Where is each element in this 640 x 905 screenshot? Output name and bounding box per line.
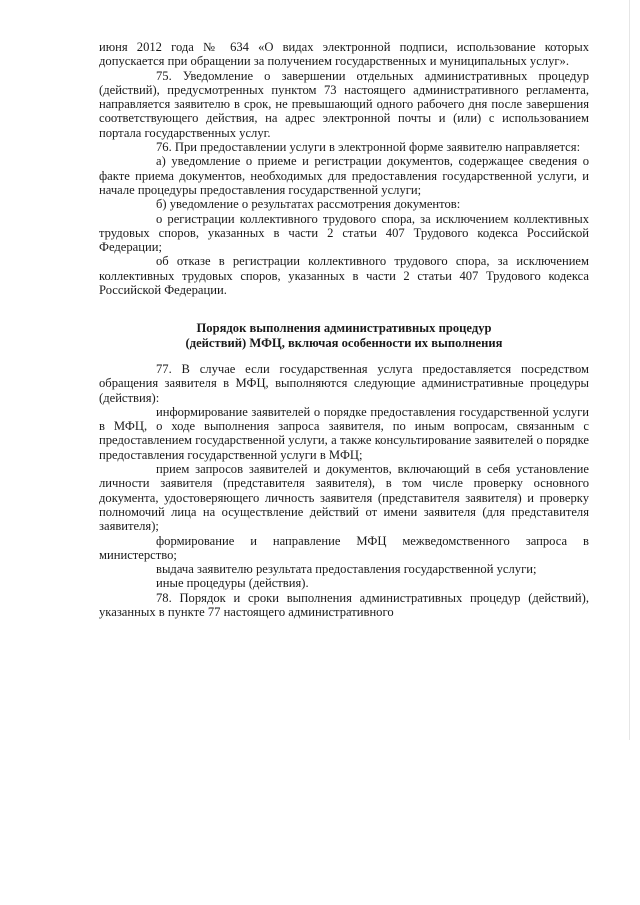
paragraph-76a: а) уведомление о приеме и регистрации документов, содержащее сведения о факте приема документов, необходимых для предоставления государственной услуги, и начале процедуры предоставления государственной услуги; — [99, 154, 589, 197]
paragraph-77-interagency: формирование и направление МФЦ межведомственного запроса в министерство; — [99, 533, 589, 562]
scan-edge-line — [629, 0, 630, 740]
paragraph-76b-refusal: об отказе в регистрации коллективного трудового спора, за исключением коллективных трудовых споров, указанных в части 2 статьи 407 Трудового кодекса Российской Федерации. — [99, 254, 589, 298]
paragraph-78: 78. Порядок и сроки выполнения административных процедур (действий), указанных в пункте 77 настоящего административного — [99, 590, 589, 619]
paragraph-76b: б) уведомление о результатах рассмотрения документов: — [156, 197, 461, 212]
paragraph-77: 77. В случае если государственная услуга предоставляется посредством обращения заявителя в МФЦ, выполняются следующие административные процедуры (действия): — [99, 361, 589, 405]
paragraph-75: 75. Уведомление о завершении отдельных административных процедур (действий), предусмотренных пунктом 73 настоящего административного регламента, направляется заявителю в срок, не превышающий одного рабочего дня после завершения соответствующего действия, на адрес электронной почты и (или) с использованием портала государственных услуг. — [99, 68, 589, 140]
paragraph-77-other: иные процедуры (действия). — [156, 576, 309, 591]
section-heading-line-1: Порядок выполнения административных процедур — [196, 321, 492, 336]
paragraph-76b-registration: о регистрации коллективного трудового спора, за исключением коллективных трудовых споров, указанных в части 2 статьи 407 Трудового кодекса Российской Федерации; — [99, 211, 589, 255]
paragraph-77-informing: информирование заявителей о порядке предоставления государственной услуги в МФЦ, о ходе выполнения запроса заявителя, по иным вопросам, связанным с предоставлением государственной услуги, а также консультирование заявителей о порядке предоставления государственной услуги в МФЦ; — [99, 404, 589, 462]
section-heading-line-2: (действий) МФЦ, включая особенности их выполнения — [185, 335, 503, 350]
paragraph-77-reception: прием запросов заявителей и документов, включающий в себя установление личности заявителя (представителя заявителя), в том числе проверку основного документа, удостоверяющего личность заявителя (представителя заявителя) и проверку полномочий лица на осуществление действий от имени заявителя (для представителя заявителя); — [99, 462, 589, 534]
paragraph-76: 76. При предоставлении услуги в электронной форме заявителю направляется: — [156, 140, 581, 155]
paragraph-intro: июня 2012 года № 634 «О видах электронной подписи, использование которых допускается при обращении за получением государственных и муниципальных услуг». — [99, 40, 589, 69]
paragraph-77-issuance: выдача заявителю результата предоставления государственной услуги; — [156, 562, 537, 577]
document-page — [99, 40, 589, 619]
